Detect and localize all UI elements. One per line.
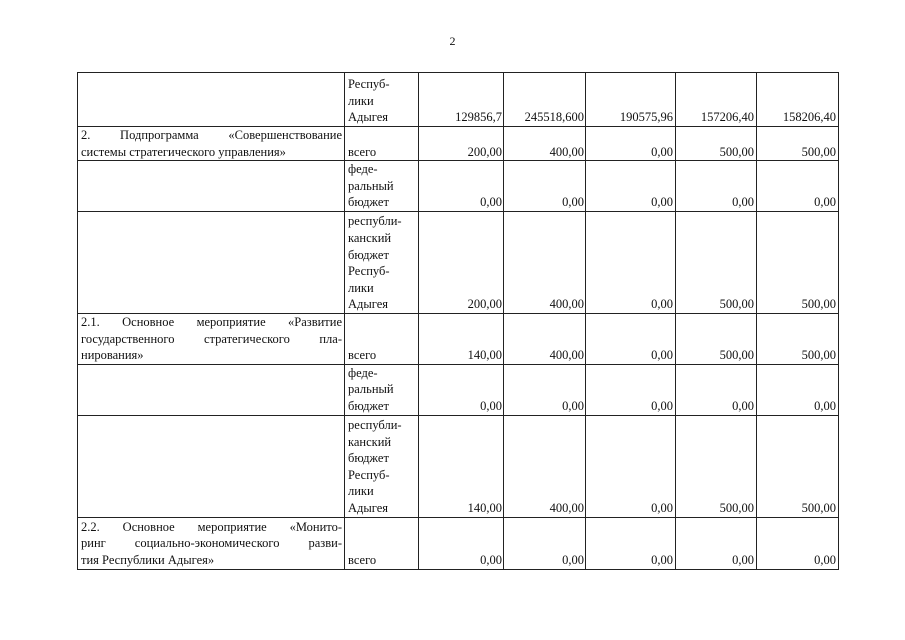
funding-source-line: канский (348, 434, 392, 449)
page-number: 2 (449, 34, 456, 48)
funding-source-line: всего (348, 552, 377, 567)
amount-cell-year-3: 0,00 (586, 127, 676, 161)
funding-source-line: Адыгея (348, 110, 389, 125)
program-name-line: 2.1. Основное мероприятие «Развитие (81, 314, 342, 329)
amount-cell-year-2: 400,00 (504, 313, 586, 364)
funding-source-line: Респуб- (348, 264, 390, 279)
program-name-line: 2. Подпрограмма «Совершенствование (81, 128, 342, 142)
funding-source-line: всего (348, 144, 377, 159)
amount-cell-year-1: 129856,7 (419, 73, 504, 127)
budget-table (77, 72, 839, 570)
program-name-cell (78, 73, 345, 127)
amount-cell-year-2: 0,00 (504, 161, 586, 212)
amount-cell-year-3: 0,00 (586, 517, 676, 569)
amount-cell-year-1: 140,00 (419, 415, 504, 517)
amount-cell-year-2: 0,00 (504, 364, 586, 415)
funding-source-line: республи- (348, 417, 402, 432)
amount-cell-year-3: 0,00 (586, 161, 676, 212)
funding-source-line: бюджет (348, 195, 389, 210)
table-row (78, 127, 839, 161)
amount-cell-year-5: 500,00 (757, 211, 839, 313)
program-name-cell (78, 364, 345, 415)
funding-source-line: бюджет (348, 451, 389, 466)
program-name-cell (78, 211, 345, 313)
funding-source-line: Адыгея (348, 297, 389, 312)
program-name-cell (78, 313, 345, 364)
amount-cell-year-5: 158206,40 (757, 73, 839, 127)
table-row (78, 415, 839, 517)
amount-cell-year-4: 500,00 (676, 415, 757, 517)
funding-source-line: лики (348, 484, 374, 499)
amount-cell-year-4: 0,00 (676, 161, 757, 212)
amount-cell-year-1: 0,00 (419, 517, 504, 569)
program-name-cell (78, 161, 345, 212)
funding-source-line: феде- (348, 365, 378, 380)
amount-cell-year-5: 0,00 (757, 364, 839, 415)
amount-cell-year-4: 500,00 (676, 127, 757, 161)
amount-cell-year-1: 0,00 (419, 161, 504, 212)
table-row (78, 313, 839, 364)
funding-source-cell (345, 415, 419, 517)
amount-cell-year-1: 0,00 (419, 364, 504, 415)
funding-source-cell (345, 364, 419, 415)
amount-cell-year-2: 0,00 (504, 517, 586, 569)
program-name-line: 2.2. Основное мероприятие «Монито- (81, 519, 342, 534)
funding-source-line: бюджет (348, 247, 389, 262)
amount-cell-year-1: 140,00 (419, 313, 504, 364)
funding-source-line: канский (348, 231, 392, 245)
funding-source-line: лики (348, 93, 374, 108)
program-name-cell (78, 127, 345, 161)
amount-cell-year-5: 500,00 (757, 127, 839, 161)
table-row (78, 73, 839, 127)
amount-cell-year-1: 200,00 (419, 127, 504, 161)
funding-source-cell (345, 211, 419, 313)
amount-cell-year-5: 500,00 (757, 415, 839, 517)
amount-cell-year-4: 0,00 (676, 517, 757, 569)
amount-cell-year-3: 0,00 (586, 415, 676, 517)
funding-source-line: феде- (348, 162, 378, 177)
amount-cell-year-4: 500,00 (676, 211, 757, 313)
amount-cell-year-4: 157206,40 (676, 73, 757, 127)
program-name-line: системы стратегического управления» (81, 144, 286, 159)
program-name-cell (78, 517, 345, 569)
program-name-line: нирования» (81, 348, 144, 363)
funding-source-cell (345, 73, 419, 127)
amount-cell-year-3: 190575,96 (586, 73, 676, 127)
amount-cell-year-5: 0,00 (757, 161, 839, 212)
funding-source-cell (345, 313, 419, 364)
program-name-line: тия Республики Адыгея» (81, 552, 215, 567)
funding-source-line: ральный (348, 178, 394, 193)
amount-cell-year-2: 245518,600 (504, 73, 586, 127)
table-row (78, 364, 839, 415)
funding-source-line: всего (348, 348, 377, 363)
amount-cell-year-2: 400,00 (504, 415, 586, 517)
table-row (78, 517, 839, 569)
amount-cell-year-3: 0,00 (586, 313, 676, 364)
table-row (78, 211, 839, 313)
funding-source-cell (345, 127, 419, 161)
funding-source-line: ральный (348, 382, 394, 397)
funding-source-line: бюджет (348, 398, 389, 413)
table-row (78, 161, 839, 212)
funding-source-line: Адыгея (348, 500, 389, 515)
program-name-line: ринг социально-экономического разви- (81, 536, 342, 551)
funding-source-line: республи- (348, 214, 402, 229)
amount-cell-year-5: 500,00 (757, 313, 839, 364)
funding-source-line: Респуб- (348, 467, 390, 482)
amount-cell-year-4: 500,00 (676, 313, 757, 364)
funding-source-cell (345, 517, 419, 569)
funding-source-line: лики (348, 280, 374, 295)
amount-cell-year-3: 0,00 (586, 211, 676, 313)
program-name-cell (78, 415, 345, 517)
amount-cell-year-1: 200,00 (419, 211, 504, 313)
amount-cell-year-2: 400,00 (504, 211, 586, 313)
funding-source-line: Респуб- (348, 77, 390, 92)
amount-cell-year-5: 0,00 (757, 517, 839, 569)
amount-cell-year-2: 400,00 (504, 127, 586, 161)
funding-source-cell (345, 161, 419, 212)
amount-cell-year-4: 0,00 (676, 364, 757, 415)
program-name-line: государственного стратегического пла- (81, 331, 342, 346)
amount-cell-year-3: 0,00 (586, 364, 676, 415)
